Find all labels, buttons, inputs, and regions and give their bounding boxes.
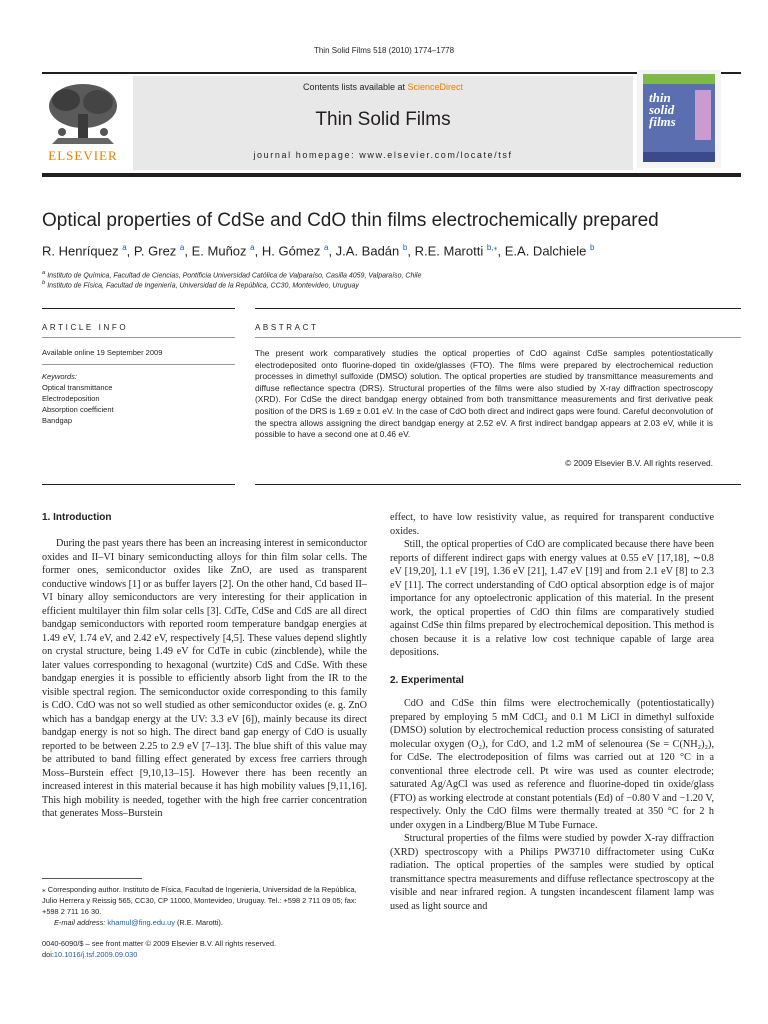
article-title: Optical properties of CdSe and CdO thin films electrochemically prepared <box>42 210 659 231</box>
author: R.E. Marotti <box>414 243 484 259</box>
cover-title: thin solid films <box>649 90 676 129</box>
right-column <box>390 511 714 913</box>
elsevier-logo <box>38 78 128 168</box>
author: R. Henríquez <box>42 243 119 259</box>
email-label: E-mail address: <box>54 918 106 927</box>
publisher-name: ELSEVIER <box>48 148 118 163</box>
abstract-copyright: © 2009 Elsevier B.V. All rights reserved. <box>565 458 713 468</box>
email-suffix: (R.E. Marotti). <box>174 918 223 927</box>
author: E. Muñoz <box>191 243 247 259</box>
journal-citation: Thin Solid Films 518 (2010) 1774–1778 <box>313 46 455 55</box>
abstract-text: The present work comparatively studies the optical properties of CdO against CdSe samples potentiostatically electrodeposited onto fluorine-doped tin oxide/glasses (FTO). The films were prepared by electrochemical reduction processes in dimethyl sulfoxide (DMSO) solution. The optical properties are studied by transmittance measurements and diffuse reflectance spectra (DRS). Structural properties of the films were also studied by X-ray diffraction spectroscopy (XRD). For CdSe the direct bandgap energy obtained from both transmittance measurements and first derivative peak position of the DRS is 1.69 ± 0.01 eV. In the case of CdO both direct and indirect gaps were found. Careful deconvolution of the spectra allows assigning the direct bandgap energy at 2.52 eV. A first indirect bandgap appears at 2.03 eV, while it is possible to have a second one at 0.46 eV. <box>255 348 713 440</box>
affiliation-text: Instituto de Química, Facultad de Ciencias, Pontificia Universidad Católica de Valparaíso, Casilla 4059, Valparaíso, Chile <box>47 272 422 280</box>
affiliation <box>42 280 732 289</box>
keyword: Absorption coefficient <box>42 405 114 414</box>
sciencedirect-link[interactable]: ScienceDirect <box>407 82 464 92</box>
author: J.A. Badán <box>335 243 400 259</box>
author-affiliation-mark[interactable]: a <box>250 243 255 252</box>
paragraph: effect, to have low resistivity value, as required for transparent conductive oxides. <box>390 512 714 537</box>
author-affiliation-mark[interactable]: a <box>179 243 185 252</box>
paragraph: During the past years there has been an increasing interest in semiconductor oxides and II–VI binary semiconducting alloys for thin film solar cells. The former ones, semiconductor oxides like ZnO, are used as transparent conductive windows [1] or as buffer layers [2]. On the other hand, Cd based II–VI binary alloy semiconductors are very interesting for their application in efficient multilayer thin film solar cells [3]. CdTe, CdSe and CdS are all direct bandgap semiconductors with reported room temperature bandgap energies at 1.49 eV, 1.74 eV, and 2.42 eV, respectively [4,5]. These values depend slightly on crystal structure, being 1.49 eV for CdTe in cubic (zincblende), while the later values corresponding to hexagonal (wurtzite) CdS and CdSe. With these bandgap energies it is possible to efficiently absorb light from the IR to the visible spectral region. The semiconductor oxide corresponding to this family is CdO. CdO was not so well studied as other semiconductor oxides (e. g. ZnO which has a bandgap energy at the UV: 3.3 eV [6]), mainly because its direct bandgap energy is not so high. The direct band gap energy of CdO is usually reported to be between 2.25 to 2.9 eV [7–13]. The blue shift of this value may be attributed to band filling effect generated by excess free carriers through Moss–Burstein effect [9,10,13–15]. However there has been recently an increased interest in this material because it has high mobility values [9,11,16]. This high mobility is needed, together with the high free carrier concentration that generates Moss–Burstein <box>42 538 367 819</box>
front-matter <box>42 938 367 960</box>
affiliation <box>42 270 732 279</box>
author-affiliation-mark[interactable]: a <box>323 243 329 252</box>
keywords-label: Keywords: <box>42 372 78 381</box>
affiliation-text: Instituto de Física, Facultad de Ingeniería, Universidad de la República, CC30, Montevideo, Uruguay <box>47 282 359 290</box>
paragraph: Structural properties of the films were studied by powder X-ray diffraction (XRD) spectroscopy with a Philips PW3710 diffractometer using CuKα radiation. The optical properties of the samples were studied by optical transmittance spectra measurements and diffuse reflectance spectroscopy at the visible and near infrared region. A tungsten incandescent filament lamp was used as light source and <box>390 833 714 912</box>
paragraph: CdO and CdSe thin films were electrochemically (potentiostatically) prepared by employing 5 mM CdCl₂ and 0.1 M LiCl in dimethyl sulfoxide (DMSO) solution by electrochemical reduction process consisting of saturated molecular oxygen (O₂), for CdO, and 1.2 mM of selenourea (Se = C(NH₂)₂), for CdSe. The electrodeposition of films was carried out at 120 °C in a conventional three electrode cell. Pt wire was used as counter electrode; saturated Ag/AgCl was used as reference and fluorine-doped tin oxide/glass (FTO) as working electrode at constant potentials (Ed) of −0.80 V and −1.20 V, respectively. Only the CdO films were thermally treated at 350 °C for 2 h under oxygen in a Lindberg/Blue M Tube Furnace. <box>390 698 714 831</box>
affiliation-label: a <box>42 270 46 276</box>
article-info-rule-2 <box>42 337 235 338</box>
section-heading-introduction: 1. Introduction <box>42 512 112 523</box>
journal-homepage[interactable]: journal homepage: www.elsevier.com/locate/tsf <box>253 150 513 160</box>
doi-line <box>42 949 367 960</box>
author-affiliation-mark[interactable]: b <box>590 243 595 252</box>
doi-label: doi: <box>42 950 54 959</box>
introduction-column <box>42 537 367 821</box>
author-affiliation-mark[interactable]: b <box>402 243 408 252</box>
article-info-heading: ARTICLE INFO <box>42 323 129 332</box>
abstract-heading: ABSTRACT <box>255 323 319 332</box>
abstract-rule-2 <box>255 337 741 338</box>
abstract-bottom-rule <box>255 484 741 485</box>
keyword: Bandgap <box>42 416 73 425</box>
header-bottom-rule <box>42 173 741 177</box>
paragraph: Still, the optical properties of CdO are complicated because there have been reports of different indirect gaps with energy values at 0.55 eV [17,18], ∼0.8 eV [19,20], 1.1 eV [19], 1.36 eV [21], 1.47 eV [19] and from 2.1 eV [8] to 2.3 eV [11]. The correct understanding of CdO optical absorption edge is of major importance for any optoelectronic application of this material. In the present work, the optical properties of CdO thin films are comparatively studied against CdSe thin films prepared by electrochemical deposition. This method is chosen because it is a relative low cost technique capable of large area depositions. <box>390 539 714 658</box>
keyword: Optical transmittance <box>42 383 113 392</box>
author: H. Gómez <box>261 243 321 259</box>
corresponding-author-text: ⁎ Corresponding author. Instituto de Física, Facultad de Ingeniería, Universidad de la República, Julio Herrera y Reissig 565, CC30, CP 11000, Montevideo, Uruguay. Tel.: +598 2 711 09 05; fax: +598 2 711 16 30. <box>42 885 357 916</box>
author: E.A. Dalchiele <box>504 243 587 259</box>
journal-cover <box>637 70 721 168</box>
article-info-rule <box>42 308 235 309</box>
available-online: Available online 19 September 2009 <box>42 348 163 357</box>
doi-link[interactable]: 10.1016/j.tsf.2009.09.030 <box>53 950 138 959</box>
corresponding-author-footnote <box>42 884 367 928</box>
journal-title: Thin Solid Films <box>315 109 451 130</box>
abstract-rule <box>255 308 741 309</box>
author: P. Grez <box>133 243 177 259</box>
footnote-rule <box>42 878 142 879</box>
author-list: R. Henríquez $^a$, P. Grez $^a$, E. Muñoz $^a$, H. Gómez $^a$, J.A. Badán $^b$, R.E. Marotti $^{b,⁎}$, E.A. Dalchiele $^b$ <box>42 243 595 259</box>
keyword-list <box>42 382 235 426</box>
contents-line <box>133 82 633 92</box>
keyword: Electrodeposition <box>42 394 100 403</box>
article-info-rule-3 <box>42 364 235 365</box>
email-line <box>42 917 367 928</box>
contents-prefix: Contents lists available at <box>302 82 408 92</box>
affiliation-label: b <box>42 280 46 286</box>
author-affiliation-mark[interactable]: b,⁎ <box>486 243 498 252</box>
email-link[interactable]: khamul@fing.edu.uy <box>107 918 175 927</box>
section-heading-experimental: 2. Experimental <box>390 674 464 686</box>
info-bottom-rule <box>42 484 235 485</box>
issn-line: 0040-6090/$ – see front matter © 2009 Elsevier B.V. All rights reserved. <box>42 939 276 948</box>
author-affiliation-mark[interactable]: a <box>122 243 127 252</box>
